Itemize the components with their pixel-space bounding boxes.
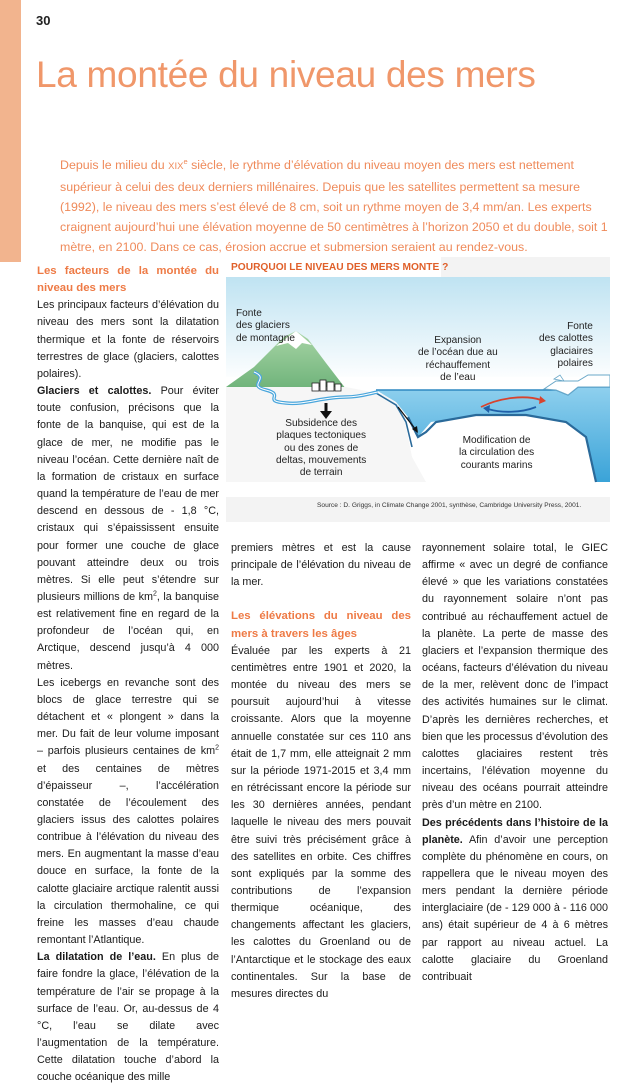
paragraph-elevations: Évaluée par les experts à 21 centimètres entre 1901 et 2020, la montée du niveau des mers se poursuit aujourd’hui à vitesse croissante. Alors que la moyenne annuelle constatée sur ces 110 ans était de 1,7 mm, elle atteignait 2 mm sur la période 1971-2015 et 3,4 mm en rétrécissant encore la période sur les 30 dernières années, pendant laquelle le niveau des mers pouvait être suivi très précisément grâce à des satellites en orbite. Ces chiffres sont expliqués par la somme des contributions de l’expansion thermique océanique, des changements affectant les glaciers, les calottes du Groenland ou de l’Antarctique et le stockage des eaux continentales. Sur la base de mesures directes du [231, 644, 411, 1000]
paragraph-precedents-text: Afin d’avoir une perception complète du phénomène en cours, on rappellera que le niveau moyen des mers pendant la dernière période interglaciaire (de - 129 000 à - 116 000 ans) était supérieur de 4 à 6 mètres par rapport au niveau actuel. La calotte glaciaire du Groenland contribuait [422, 833, 608, 983]
label-line: Fonte [236, 308, 262, 319]
run-in-heading-precedents: Des précédents dans l’histoire de la planète. [422, 816, 608, 846]
run-in-heading-glaciers: Glaciers et calottes. [37, 385, 152, 398]
house-icon [320, 380, 326, 391]
label-line: réchauffement [425, 359, 491, 371]
label-line: Fonte [567, 321, 593, 332]
paragraph-facteurs: Les principaux facteurs d’élévation du niveau des mers sont la dilatation thermique et la fonte de réservoirs terrestres de glace (glaciers, calottes polaires). [37, 299, 219, 380]
paragraph-giec: rayonnement solaire total, le GIEC affirme « avec un degré de confiance élevé » que les variations constatées du rayonnement solaire n’ont pas contribué au réchauffement actuel de la planète. La perte de masse des glaciers et l’expansion thermique des océans, facteurs d’élévation du niveau de la mer, relèvent donc de l’impact des activités humaines sur le climat. D’après les dernières recherches, et bien que les processus d’évolution des calottes glaciaires restent très incertains, l’élévation moyenne du niveau des océans pourrait atteindre près d’un mètre en 2100. [422, 542, 608, 812]
house-icon [335, 384, 341, 391]
section-heading-elevations: Les élévations du niveau des mers à travers les âges [231, 610, 411, 640]
paragraph-glaciers [37, 383, 219, 675]
house-icon [327, 382, 334, 391]
intro-century-suffix: e [183, 157, 188, 166]
run-in-heading-dilatation: La dilatation de l’eau. [37, 951, 156, 964]
paragraph-glaciers-text-a: Pour éviter toute confusion, précisons que la fonte de la banquise, qui est de la glace de mer, ne modifie pas le niveau l’océan. Cette dernière naît de la formation de cristaux en surface quand la température de l’eau de mer descend en dessous de - 1,8 °C, cristaux qui s’épaississent ensuite pour former une couche de glace pouvant atteindre deux ou trois mètres. Si elle peut s’étendre sur plusieurs millions de km [37, 385, 219, 603]
km2-superscript: 2 [152, 590, 157, 598]
paragraph-dilatation-text: En plus de faire fondre la glace, l’élévation de la température de l’air se propage à la surface de l’eau. Or, au-dessus de 4 °C, l’eau se dilate avec l’augmentation de la température. Cette dilatation touche d’abord la couche océanique des mille [37, 951, 219, 1084]
label-line: des calottes [539, 333, 593, 345]
intro-text-end: siècle, le rythme d’élévation du niveau moyen des mers est nettement supérieur à celui des deux derniers millénaires. Depuis que les satellites permettent sa mesure (1992), le niveau des mers s’est élevé de 8 cm, soit un rythme moyen de 3,4 mm/an. Les experts craignent aujourd’hui une élévation moyenne de 50 centimètres à l’horizon 2050 et du double, soit 1 mètre, en 2100. Dans ce cas, érosion accrue et submersion seraient au rendez-vous. [60, 158, 608, 255]
label-line: Subsidence des [285, 418, 358, 429]
paragraph-continuation: premiers mètres et est la cause principale de l’élévation du niveau de la mer. [231, 542, 411, 589]
paragraph-precedents [422, 815, 608, 987]
section-heading-facteurs: Les facteurs de la montée du niveau des mers [37, 265, 219, 295]
label-line: Modification de [462, 435, 531, 446]
column-2 [231, 540, 411, 1003]
label-line: courants marins [460, 459, 533, 471]
km2-superscript: 2 [215, 744, 219, 752]
label-line: Expansion [434, 335, 482, 346]
label-line: des glaciers [236, 320, 290, 332]
label-circulation-courants [459, 435, 534, 472]
label-line: de l’eau [440, 371, 476, 383]
intro-text-start: Depuis le milieu du [60, 158, 169, 173]
paragraph-icebergs-text-b: et des centaines de mètres d’épaisseur –, l’accélération constatée de l’écoulement des glaciers issus des calottes polaires contribue à l’élévation du niveau des mers. En augmentant la masse d’eau douce en surface, la fonte de la calotte glaciaire arctique ralentit aussi la circulation thermohaline, ce qui freine les masses d’eau chaude remontant l’Atlantique. [37, 762, 219, 947]
sea-level-diagram [226, 257, 610, 522]
label-expansion-ocean [418, 335, 498, 384]
label-line: glaciaires [550, 345, 593, 357]
intro-century: XIX [168, 161, 184, 173]
page-title: La montée du niveau des mers [36, 54, 536, 95]
label-line: de montagne [236, 332, 295, 344]
label-subsidence [276, 418, 366, 479]
paragraph-dilatation [37, 949, 219, 1086]
paragraph-icebergs-text-a: Les icebergs en revanche sont des blocs de glace terrestre qui se détachent et « plongent » dans la mer. Du fait de leur volume imposant – parfois plusieurs centaines de km [37, 676, 219, 758]
source-strip [226, 497, 610, 522]
diagram-title: POURQUOI LE NIVEAU DES MERS MONTE ? [231, 262, 449, 273]
label-line: ou des zones de [284, 442, 359, 454]
label-line: polaires [557, 357, 593, 369]
column-3 [422, 540, 608, 986]
label-line: de terrain [299, 467, 343, 479]
label-glaciers-montagne [236, 308, 295, 345]
intro-paragraph [60, 152, 620, 257]
paragraph-glaciers-text-b: , la banquise est relativement fine en regard de la profondeur de l’océan qui, en Arctique, descend jusqu’à 4 000 mètres. [37, 590, 220, 672]
diagram-illustration [226, 257, 610, 522]
label-line: de l’océan due au [418, 347, 498, 359]
diagram-source: Source : D. Griggs, in Climate Change 2001, synthèse, Cambridge University Press, 2001. [317, 502, 582, 509]
label-line: plaques tectoniques [276, 430, 367, 442]
label-line: deltas, mouvements [276, 454, 367, 466]
house-icon [312, 383, 319, 391]
column-1 [37, 263, 219, 1087]
label-line: la circulation des [459, 447, 535, 459]
paragraph-icebergs [37, 675, 219, 950]
label-calottes-polaires [539, 321, 593, 370]
side-color-band [0, 0, 21, 262]
page-number: 30 [36, 13, 51, 28]
